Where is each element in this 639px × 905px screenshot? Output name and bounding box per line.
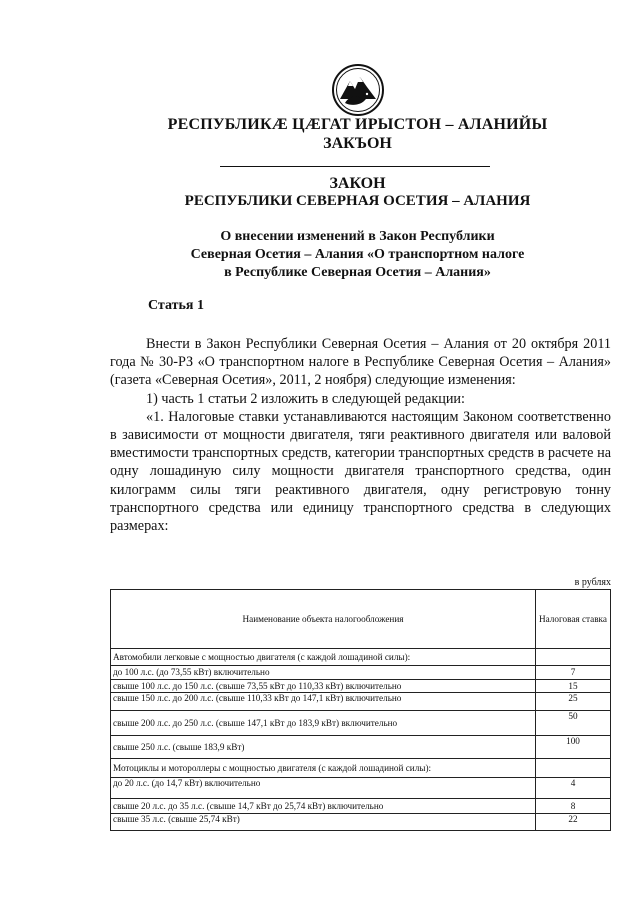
- row-rate: [536, 759, 611, 778]
- table-row: [111, 693, 611, 711]
- row-name: свыше 250 л.с. (свыше 183,9 кВт): [111, 736, 536, 759]
- article-title: Статья 1: [148, 298, 204, 313]
- col-header-rate: Налоговая ставка: [536, 590, 611, 649]
- row-rate: 50: [536, 711, 611, 736]
- col-header-object: Наименование объекта налогообложения: [111, 590, 536, 649]
- header-divider: [220, 166, 490, 167]
- row-name: свыше 200 л.с. до 250 л.с. (свыше 147,1 кВт до 183,9 кВт) включительно: [111, 711, 536, 736]
- header-republic-osetian: РЕСПУБЛИКÆ ЦÆГАТ ИРЫСТОН – АЛАНИЙЫ: [167, 116, 548, 133]
- subject-line-2: Северная Осетия – Алания «О транспортном налоге: [190, 247, 525, 262]
- row-name: свыше 20 л.с. до 35 л.с. (свыше 14,7 кВт до 25,74 кВт) включительно: [111, 799, 536, 814]
- row-name: до 100 л.с. (до 73,55 кВт) включительно: [111, 666, 536, 680]
- table-row: [111, 680, 611, 693]
- table-header-row: [111, 590, 611, 649]
- paragraph: 1) часть 1 статьи 2 изложить в следующей редакции:: [146, 390, 465, 407]
- article-body: [110, 335, 611, 535]
- row-rate: 22: [536, 814, 611, 831]
- table-row: [111, 666, 611, 680]
- paragraph: Внести в Закон Республики Северная Осетия – Алания от 20 октября 2011 года № 30-РЗ «О транспортном налоге в Республике Северная Осетия – Алания» (газета «Северная Осетия», 2011, 2 ноября) следующие изменения:: [110, 336, 611, 389]
- row-name: до 20 л.с. (до 14,7 кВт) включительно: [111, 778, 536, 799]
- table-row: [111, 778, 611, 799]
- row-rate: 4: [536, 778, 611, 799]
- row-rate: 7: [536, 666, 611, 680]
- row-name: свыше 35 л.с. (свыше 25,74 кВт): [111, 814, 536, 831]
- subject-line-3: в Республике Северная Осетия – Алания»: [224, 265, 491, 280]
- header-republic: РЕСПУБЛИКИ СЕВЕРНАЯ ОСЕТИЯ – АЛАНИЯ: [184, 193, 531, 209]
- row-name: свыше 150 л.с. до 200 л.с. (свыше 110,33 кВт до 147,1 кВт) включительно: [111, 693, 536, 711]
- table-row: [111, 711, 611, 736]
- row-name: Автомобили легковые с мощностью двигателя (с каждой лошадиной силы):: [111, 649, 536, 666]
- row-rate: [536, 649, 611, 666]
- subject-line-1: О внесении изменений в Закон Республики: [220, 229, 495, 244]
- table-row: [111, 759, 611, 778]
- table-row: [111, 736, 611, 759]
- table-row: [111, 799, 611, 814]
- row-rate: 8: [536, 799, 611, 814]
- header-law-osetian: ЗАКЪОН: [323, 135, 392, 152]
- table-row: [111, 649, 611, 666]
- coat-of-arms-emblem: [331, 63, 385, 117]
- row-rate: 25: [536, 693, 611, 711]
- row-rate: 100: [536, 736, 611, 759]
- paragraph: «1. Налоговые ставки устанавливаются настоящим Законом соответственно в зависимости от мощности двигателя, тяги реактивного двигателя или валовой вместимости транспортных средств, категории транспортных средств в расчете на одну лошадиную силу мощности двигателя транспортного средства, один килограмм силы тяги реактивного двигателя, одну регистровую тонну транспортного средства или единицу транспортного средства в следующих размерах:: [110, 408, 611, 535]
- table-row: [111, 814, 611, 831]
- tax-rate-table: [110, 589, 611, 831]
- row-rate: 15: [536, 680, 611, 693]
- row-name: свыше 100 л.с. до 150 л.с. (свыше 73,55 кВт до 110,33 кВт) включительно: [111, 680, 536, 693]
- table-unit-label: в рублях: [574, 577, 611, 588]
- law-subject: [0, 228, 639, 282]
- row-name: Мотоциклы и мотороллеры с мощностью двигателя (с каждой лошадиной силы):: [111, 759, 536, 778]
- header-law: ЗАКОН: [329, 175, 386, 192]
